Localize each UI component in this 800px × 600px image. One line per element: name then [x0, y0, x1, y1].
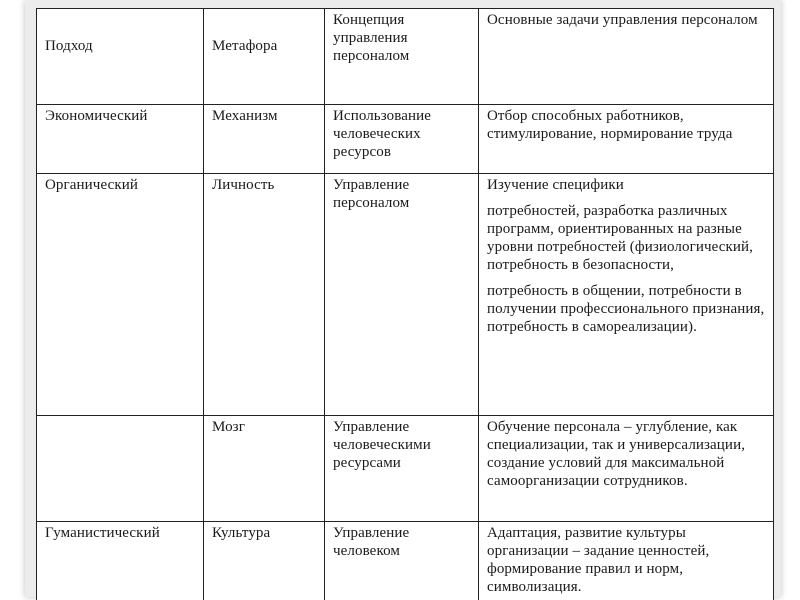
cell-approach: Экономический: [37, 105, 204, 174]
tasks-paragraph: потребность в общении, потребности в получении профессионального признания, потребность в самореализации).: [487, 283, 765, 335]
tasks-paragraph: Отбор способных работников, стимулирование, нормирование труда: [487, 108, 733, 142]
table-row-organic: [37, 174, 774, 416]
cell-metaphor: Личность: [204, 174, 325, 416]
tasks-paragraph: Адаптация, развитие культуры организации – задание ценностей, формирование правил и норм, символизация.: [487, 525, 710, 595]
cell-tasks: [479, 416, 774, 522]
tasks-paragraph: Обучение персонала – углубление, как специализации, так и универсализации, создание условий для максимальной самоорганизации сотрудников.: [487, 419, 746, 489]
cell-metaphor: Механизм: [204, 105, 325, 174]
cell-approach: Гуманистический: [37, 522, 204, 600]
cell-tasks: [479, 105, 774, 174]
tasks-paragraph: Изучение специфики: [487, 177, 624, 193]
personnel-management-table: [36, 8, 774, 600]
cell-metaphor: Мозг: [204, 416, 325, 522]
header-metaphor: Метафора: [204, 9, 325, 105]
header-approach: Подход: [37, 9, 204, 105]
cell-concept: Управление персоналом: [325, 174, 479, 416]
cell-concept: Управление человеком: [325, 522, 479, 600]
cell-approach: [37, 416, 204, 522]
cell-metaphor: Культура: [204, 522, 325, 600]
cell-concept: Управление человеческими ресурсами: [325, 416, 479, 522]
table-row-brain: [37, 416, 774, 522]
table-header-row: [37, 9, 774, 105]
cell-approach: Органический: [37, 174, 204, 416]
header-concept: Концепция управления персоналом: [325, 9, 479, 105]
tasks-paragraph: потребностей, разработка различных программ, ориентированных на разные уровни потребностей (физиологический, потребность в безопасности,: [487, 203, 753, 273]
header-tasks: Основные задачи управления персоналом: [479, 9, 774, 105]
cell-tasks: [479, 174, 774, 416]
cell-concept: Использование человеческих ресурсов: [325, 105, 479, 174]
cell-tasks: [479, 522, 774, 600]
table-row-humanistic: [37, 522, 774, 600]
table-row-economic: [37, 105, 774, 174]
